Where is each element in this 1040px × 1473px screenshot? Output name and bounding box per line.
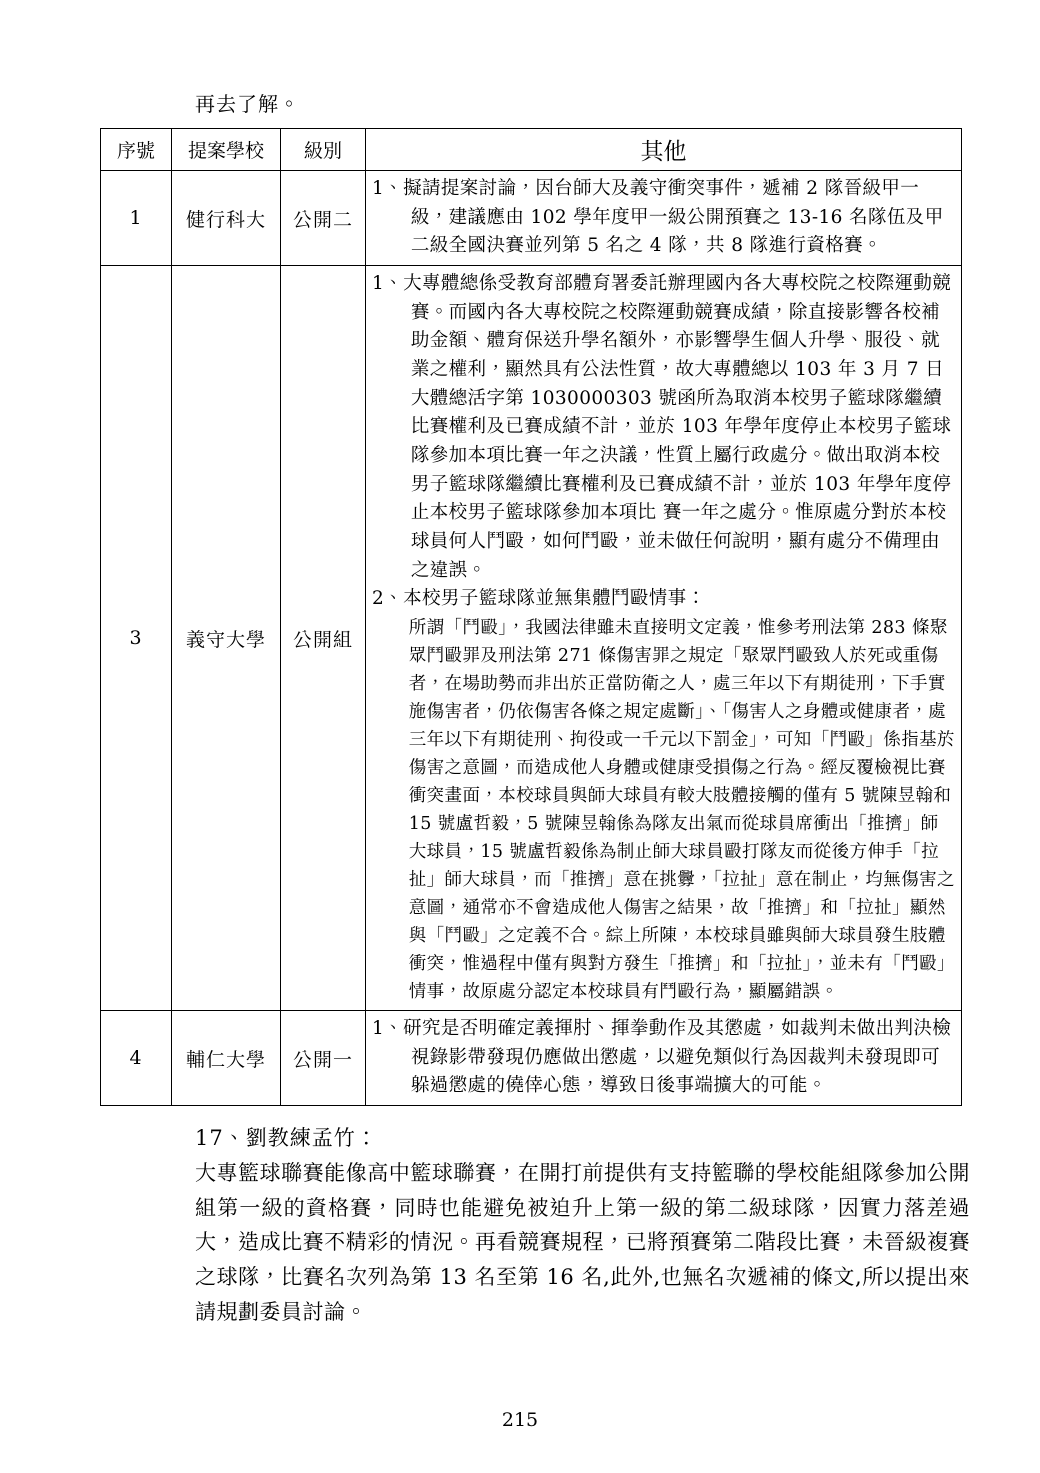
row-other-item: 1、擬請提案討論，因台師大及義守衝突事件，遞補 2 隊晉級甲一級，建議應由 102 學年度甲一級公開預賽之 13-16 名隊伍及甲二級全國決賽並列第 5 名之 4 隊，共 8 隊進行資格賽。 bbox=[372, 178, 944, 257]
page-number: 215 bbox=[501, 1409, 539, 1431]
section-body: 大專籃球聯賽能像高中籃球聯賽，在開打前提供有支持籃聯的學校能組隊參加公開組第一級的資格賽，同時也能避免被迫升上第一級的第二級球隊，因實力落差過大，造成比賽不精彩的情況。再看競賽規程，已將預賽第二階段比賽，未晉級複賽之球隊，比賽名次列為第 13 名至第 16 名,此外,也無名次遞補的條文,所以提出來請規劃委員討論。 bbox=[195, 1161, 970, 1324]
row-school: 健行科大 bbox=[172, 171, 281, 266]
row-other-subparagraph: 所謂「鬥毆」，我國法律雖未直接明文定義，惟參考刑法第 283 條聚眾鬥毆罪及刑法第 271 條傷害罪之規定「聚眾鬥毆致人於死或重傷者，在場助勢而非出於正當防衛之人，處三年以下有期徒刑，下手實施傷害者，仍依傷害各條之規定處斷」、「傷害人之身體或健康者，處三年以下有期徒刑、拘役或一千元以下罰金」，可知「鬥毆」係指基於傷害之意圖，而造成他人身體或健康受損傷之行為。經反覆檢視比賽衝突畫面，本校球員與師大球員有較大肢體接觸的僅有 5 號陳昱翰和 15 號盧哲毅，5 號陳昱翰係為隊友出氣而從球員席衝出「推擠」師大球員，15 號盧哲毅係為制止師大球員毆打隊友而從後方伸手「拉扯」師大球員，而「推擠」意在挑釁，「拉扯」意在制止，均無傷害之意圖，通常亦不會造成他人傷害之結果，故「推擠」和「拉扯」顯然與「鬥毆」之定義不合。綜上所陳，本校球員雖與師大球員發生肢體衝突，惟過程中僅有與對方發生「推擠」和「拉扯」，並未有「鬥毆」情事，故原處分認定本校球員有鬥毆行為，顯屬錯誤。 bbox=[408, 618, 955, 1003]
column-header-no: 序號 bbox=[101, 129, 172, 171]
column-header-other: 其他 bbox=[366, 129, 962, 171]
row-no: 1 bbox=[101, 171, 172, 266]
section-heading: 17、劉教練孟竹： bbox=[195, 1126, 378, 1151]
row-other-item: 2、本校男子籃球隊並無集體鬥毆情事： bbox=[372, 588, 706, 610]
table-row bbox=[101, 1011, 962, 1106]
proposal-table bbox=[100, 128, 962, 1106]
row-other-item: 1、研究是否明確定義揮肘、揮拳動作及其懲處，如裁判未做出判決檢視錄影帶發現仍應做出懲處，以避免類似行為因裁判未發現即可躲過懲處的僥倖心態，導致日後事端擴大的可能。 bbox=[372, 1018, 952, 1097]
row-school: 義守大學 bbox=[172, 266, 281, 1011]
row-level: 公開二 bbox=[281, 171, 366, 266]
table-body bbox=[101, 171, 962, 1106]
row-level: 公開組 bbox=[281, 266, 366, 1011]
table-header-row bbox=[101, 129, 962, 171]
row-other bbox=[366, 171, 962, 266]
column-header-school: 提案學校 bbox=[172, 129, 281, 171]
row-other bbox=[366, 1011, 962, 1106]
column-header-level: 級別 bbox=[281, 129, 366, 171]
table-row bbox=[101, 171, 962, 266]
row-no: 4 bbox=[101, 1011, 172, 1106]
row-other-item: 1、大專體總係受教育部體育署委託辦理國內各大專校院之校際運動競賽。而國內各大專校院之校際運動競賽成績，除直接影響各校補助金額、體育保送升學名額外，亦影響學生個人升學、服役、就業之權利，顯然具有公法性質，故大專體總以 103 年 3 月 7 日大體總活字第 1030000303 號函所為取消本校男子籃球隊繼續比賽權利及已賽成績不計，並於 103 年學年度停止本校男子籃球隊參加本項比賽一年之決議，性質上屬行政處分。做出取消本校男子籃球隊繼續比賽權利及已賽成績不計，並於 103 年學年度停止本校男子籃球隊參加本項比 賽一年之處分。惟原處分對於本校球員何人鬥毆，如何鬥毆，並未做任何說明，顯有處分不備理由之違誤。 bbox=[372, 273, 952, 581]
row-school: 輔仁大學 bbox=[172, 1011, 281, 1106]
row-no: 3 bbox=[101, 266, 172, 1011]
table-header bbox=[101, 129, 962, 171]
row-other bbox=[366, 266, 962, 1011]
table-row bbox=[101, 266, 962, 1011]
lead-line: 再去了解。 bbox=[195, 92, 300, 116]
row-level: 公開一 bbox=[281, 1011, 366, 1106]
